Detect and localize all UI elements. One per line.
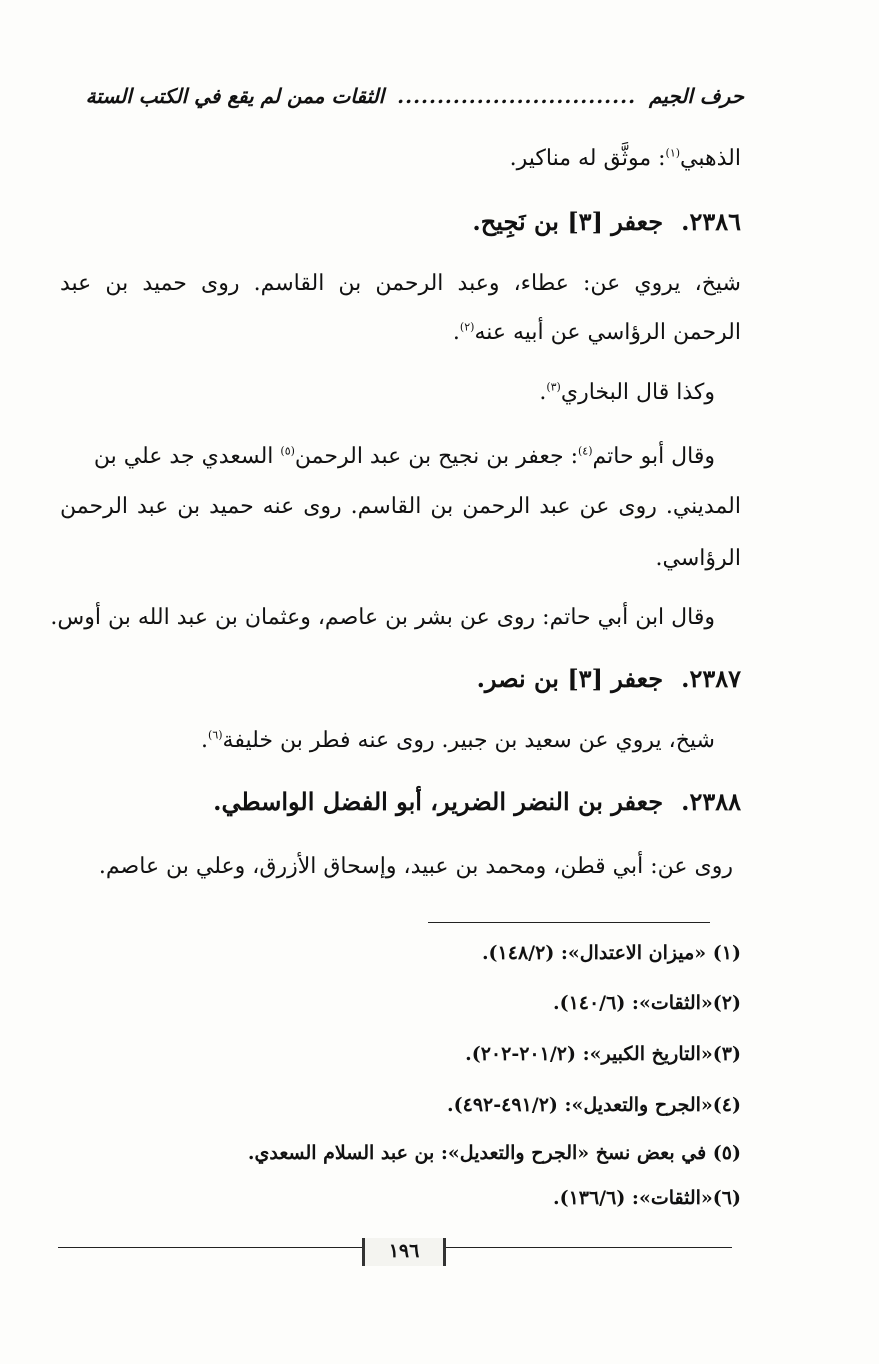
paragraph-line: شيخ، يروي عن سعيد بن جبير. روى عنه فطر بن خليفة$^{(٦)}$. — [201, 728, 715, 753]
footnote-2: (٢)«الثقات»: (١٤٠/٦). — [552, 992, 741, 1014]
paragraph-line: الرحمن الرؤاسي عن أبيه عنه$^{(٢)}$. — [452, 320, 741, 345]
entry-title: جعفر [٣] بن نَجِيح. — [472, 207, 664, 236]
footnote-5: (٥) في بعض نسخ «الجرح والتعديل»: بن عبد السلام السعدي. — [247, 1142, 741, 1164]
footnote-separator — [428, 922, 710, 923]
entry-heading-2388 — [60, 787, 741, 817]
footnote-ref: (٦) — [208, 728, 223, 742]
paragraph-line: المديني. روى عن عبد الرحمن بن القاسم. روى عنه حميد بن عبد الرحمن — [60, 494, 741, 519]
entry-number: ٢٣٨٧. — [681, 664, 741, 693]
footnote-1: (١) «ميزان الاعتدال»: (١٤٨/٢). — [481, 942, 741, 964]
footnote-ref: (٥) — [280, 444, 295, 458]
footnote-ref: (١) — [665, 146, 681, 160]
paragraph-line: شيخ، يروي عن: عطاء، وعبد الرحمن بن القاسم. روى حميد بن عبد — [60, 271, 741, 296]
entry-title: جعفر بن النضر الضرير، أبو الفضل الواسطي. — [213, 787, 664, 816]
running-header — [60, 84, 744, 118]
paragraph-line: روى عن: أبي قطن، ومحمد بن عبيد، وإسحاق الأزرق، وعلي بن عاصم. — [98, 854, 733, 879]
header-chapter: حرف الجيم — [649, 84, 744, 108]
footnote-ref: (٤) — [578, 444, 593, 458]
footnote-ref: (٣) — [546, 380, 561, 394]
entry-number: ٢٣٨٦. — [681, 207, 741, 236]
bottom-rule-left — [58, 1247, 362, 1248]
footnote-6: (٦)«الثقات»: (١٣٦/٦). — [552, 1187, 741, 1209]
bottom-rule-right — [440, 1247, 732, 1248]
paragraph-line: وقال ابن أبي حاتم: روى عن بشر بن عاصم، وعثمان بن عبد الله بن أوس. — [50, 605, 715, 630]
page-number: ١٩٦ — [362, 1238, 446, 1266]
paragraph-line: وكذا قال البخاري$^{(٣)}$. — [539, 380, 715, 405]
footnote-ref: (٢) — [459, 320, 475, 334]
header-book-title: الثقات ممن لم يقع في الكتب الستة — [85, 84, 385, 108]
entry-number: ٢٣٨٨. — [681, 787, 741, 816]
paragraph-line: الرؤاسي. — [655, 546, 741, 571]
footnote-3: (٣)«التاريخ الكبير»: (٢٠١/٢-٢٠٢). — [465, 1043, 741, 1065]
entry-title: جعفر [٣] بن نصر. — [476, 664, 664, 693]
paragraph-line: وقال أبو حاتم$^{(٤)}$: جعفر بن نجيح بن عبد الرحمن$^{(٥)}$ السعدي جد علي بن — [93, 444, 715, 469]
entry-heading-2387 — [60, 664, 741, 694]
footnote-4: (٤)«الجرح والتعديل»: (٤٩١/٢-٤٩٢). — [447, 1094, 741, 1116]
entry-heading-2386 — [60, 207, 741, 237]
text-line-1: الذهبي$^{(١)}$: موثَّق له مناكير. — [509, 146, 741, 171]
header-dots: .............................. — [397, 84, 637, 108]
